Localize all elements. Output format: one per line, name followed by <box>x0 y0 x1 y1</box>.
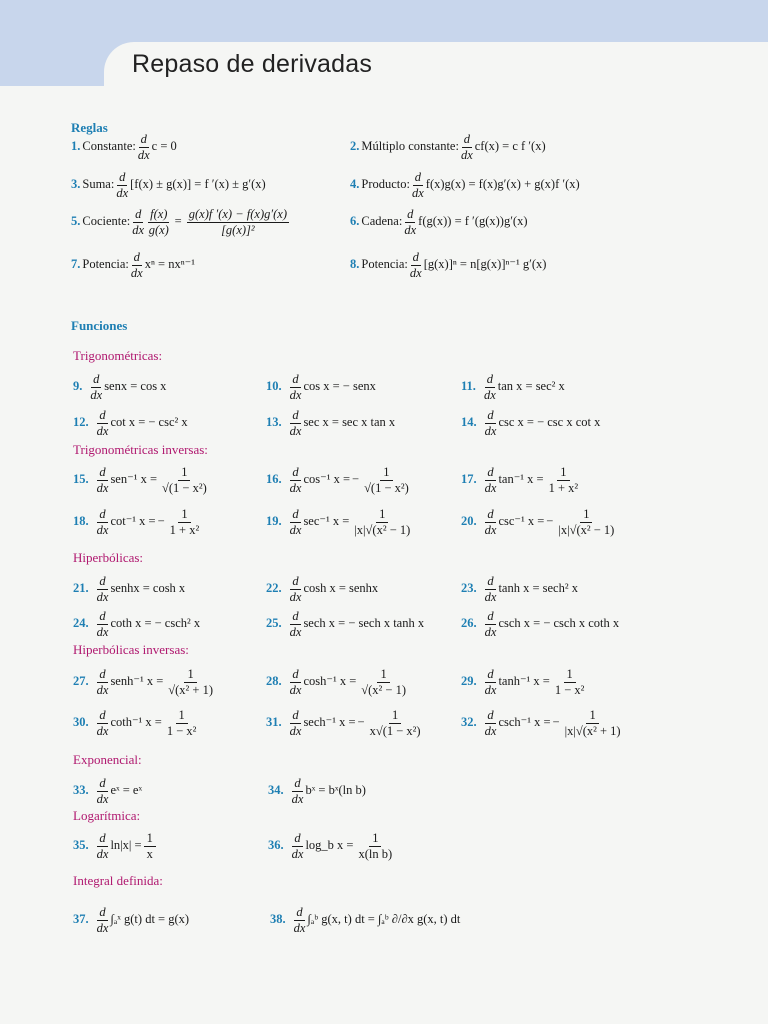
dx-denominator: dx <box>404 222 417 237</box>
d-numerator: d <box>487 708 494 722</box>
derivative-operator <box>290 373 302 401</box>
dx-denominator: dx <box>137 147 150 162</box>
d-numerator: d <box>463 132 470 146</box>
fraction-numerator: 1 <box>586 709 598 724</box>
rule-name: Cadena: <box>361 213 403 228</box>
quotient-fraction <box>148 208 169 236</box>
result-fraction <box>144 832 156 860</box>
d-numerator: d <box>99 574 106 588</box>
d-numerator: d <box>487 507 494 521</box>
formula-expression: cot x = − csc² x <box>110 414 188 429</box>
formula-item <box>73 777 142 805</box>
formula-item <box>270 906 460 934</box>
formula-item <box>461 709 626 737</box>
formula-item <box>73 610 200 638</box>
derivative-operator <box>97 409 109 437</box>
derivative-operator <box>138 133 150 161</box>
minus-sign: − <box>546 513 554 528</box>
formula-lhs: sec⁻¹ x = <box>303 513 350 528</box>
result-fraction <box>367 709 424 737</box>
rule-name: Producto: <box>361 176 410 191</box>
derivative-operator <box>290 575 302 603</box>
minus-sign: − <box>357 714 365 729</box>
fraction-numerator: 1 <box>176 709 188 724</box>
dx-denominator: dx <box>90 387 103 402</box>
formula-number: 34. <box>268 782 284 797</box>
formula-number: 38. <box>270 911 286 926</box>
formula-expression: eˣ = eˣ <box>110 782 143 797</box>
d-numerator: d <box>292 609 299 623</box>
result-fraction <box>552 668 588 696</box>
dx-denominator: dx <box>484 522 497 537</box>
result-fraction <box>358 668 409 696</box>
derivative-operator <box>290 508 302 536</box>
d-numerator: d <box>99 905 106 919</box>
dx-denominator: dx <box>96 423 109 438</box>
dx-denominator: dx <box>293 920 306 935</box>
category-exp: Exponencial: <box>73 752 142 767</box>
derivative-operator <box>294 906 306 934</box>
formula-expression: senx = cos x <box>104 378 167 393</box>
d-numerator: d <box>292 507 299 521</box>
quotient-result <box>187 208 289 236</box>
formula-item <box>73 466 212 494</box>
formula-item <box>461 575 578 603</box>
d-numerator: d <box>119 170 126 184</box>
formula-item <box>461 373 565 401</box>
formula-item <box>266 466 414 494</box>
rule-name: Suma: <box>82 176 115 191</box>
rule-row <box>350 133 546 161</box>
d-numerator: d <box>99 408 106 422</box>
formula-item <box>268 777 366 805</box>
category-hyp: Hiperbólicas: <box>73 550 144 565</box>
d-numerator: d <box>133 250 140 264</box>
result-fraction <box>164 709 200 737</box>
formula-expression: coth x = − csch² x <box>110 615 201 630</box>
derivative-operator <box>290 709 302 737</box>
rule-expression: cf(x) = c f ′(x) <box>474 138 546 153</box>
fraction-denominator: x√(1 − x²) <box>369 723 421 738</box>
dx-denominator: dx <box>289 723 302 738</box>
formula-number: 26. <box>461 615 477 630</box>
d-numerator: d <box>99 667 106 681</box>
dx-denominator: dx <box>130 265 143 280</box>
formula-expression: bˣ = bˣ(ln b) <box>305 782 366 797</box>
dx-denominator: dx <box>96 846 109 861</box>
formula-item <box>266 668 411 696</box>
rule-number: 2. <box>350 138 360 153</box>
fraction-denominator: |x|√(x² + 1) <box>564 723 621 738</box>
fraction-numerator: 1 <box>144 832 156 847</box>
fraction-numerator: 1 <box>564 668 576 683</box>
rule-name: Potencia: <box>361 256 408 271</box>
formula-item <box>268 832 397 860</box>
formula-number: 28. <box>266 673 282 688</box>
fraction-denominator: |x|√(x² − 1) <box>558 522 615 537</box>
dx-denominator: dx <box>291 791 304 806</box>
formula-item <box>266 409 395 437</box>
derivative-operator <box>116 171 128 199</box>
dx-denominator: dx <box>460 147 473 162</box>
formula-number: 10. <box>266 378 282 393</box>
dx-denominator: dx <box>96 723 109 738</box>
rule-name: Constante: <box>82 138 136 153</box>
fraction-numerator: 1 <box>376 508 388 523</box>
result-fraction <box>562 709 624 737</box>
d-numerator: d <box>486 372 493 386</box>
formula-item <box>73 508 204 536</box>
formula-item <box>73 373 166 401</box>
formula-item <box>461 409 600 437</box>
fraction-denominator: √(x² + 1) <box>168 682 213 697</box>
formula-number: 13. <box>266 414 282 429</box>
formula-number: 16. <box>266 471 282 486</box>
fraction-numerator: 1 <box>557 466 569 481</box>
dx-denominator: dx <box>484 589 497 604</box>
derivative-operator <box>132 208 144 236</box>
formula-expression: csch x = − csch x coth x <box>498 615 620 630</box>
d-numerator: d <box>99 609 106 623</box>
d-numerator: d <box>487 465 494 479</box>
derivative-operator <box>461 133 473 161</box>
derivative-operator <box>97 610 109 638</box>
formula-lhs: cot⁻¹ x = <box>110 513 156 528</box>
d-numerator: d <box>135 207 142 221</box>
formula-number: 23. <box>461 580 477 595</box>
formula-item <box>461 668 589 696</box>
rule-expression: xⁿ = nxⁿ⁻¹ <box>144 256 195 271</box>
d-numerator: d <box>292 465 299 479</box>
rule-name: Cociente: <box>82 213 131 228</box>
fraction-denominator: √(1 − x²) <box>364 480 409 495</box>
derivative-operator <box>292 832 304 860</box>
formula-item <box>266 508 415 536</box>
formula-lhs: csc⁻¹ x = <box>498 513 545 528</box>
dx-denominator: dx <box>483 387 496 402</box>
formula-number: 36. <box>268 837 284 852</box>
formula-item <box>266 575 378 603</box>
formula-lhs: log_b x = <box>305 837 354 852</box>
page-title: Repaso de derivadas <box>132 50 373 78</box>
dx-denominator: dx <box>96 589 109 604</box>
rule-number: 4. <box>350 176 360 191</box>
derivative-operator <box>131 251 143 279</box>
derivative-operator <box>485 709 497 737</box>
rule-row <box>71 251 195 279</box>
dx-denominator: dx <box>289 589 302 604</box>
d-numerator: d <box>487 574 494 588</box>
rule-expression: [f(x) ± g(x)] = f ′(x) ± g′(x) <box>130 176 266 191</box>
fraction-numerator: 1 <box>380 466 392 481</box>
rule-name: Potencia: <box>82 256 129 271</box>
dx-denominator: dx <box>291 846 304 861</box>
rule-number: 5. <box>71 213 81 228</box>
derivative-operator <box>290 466 302 494</box>
derivative-operator <box>485 409 497 437</box>
minus-sign: − <box>552 714 560 729</box>
formula-lhs: tanh⁻¹ x = <box>498 673 550 688</box>
dx-denominator: dx <box>289 423 302 438</box>
d-numerator: d <box>99 831 106 845</box>
d-numerator: d <box>93 372 100 386</box>
d-numerator: d <box>487 408 494 422</box>
formula-lhs: cosh⁻¹ x = <box>303 673 357 688</box>
rule-number: 6. <box>350 213 360 228</box>
d-numerator: d <box>292 574 299 588</box>
formula-lhs: coth⁻¹ x = <box>110 714 162 729</box>
d-numerator: d <box>412 250 419 264</box>
result-fraction <box>351 508 413 536</box>
d-numerator: d <box>292 372 299 386</box>
formula-number: 20. <box>461 513 477 528</box>
formula-number: 30. <box>73 714 89 729</box>
derivative-operator <box>484 373 496 401</box>
derivative-operator <box>97 508 109 536</box>
rule-number: 8. <box>350 256 360 271</box>
fraction-numerator: 1 <box>377 668 389 683</box>
d-numerator: d <box>487 609 494 623</box>
formula-expression: sech x = − sech x tanh x <box>303 615 425 630</box>
fraction-denominator: x(ln b) <box>358 846 393 861</box>
derivative-operator <box>290 610 302 638</box>
formula-expression: tan x = sec² x <box>497 378 565 393</box>
dx-denominator: dx <box>132 222 145 237</box>
result-fraction <box>165 668 216 696</box>
formula-lhs: cos⁻¹ x = <box>303 471 350 486</box>
d-numerator: d <box>292 667 299 681</box>
formula-expression: cos x = − senx <box>303 378 376 393</box>
fraction-numerator: 1 <box>369 832 381 847</box>
rule-number: 7. <box>71 256 81 271</box>
rule-expression: c = 0 <box>151 138 177 153</box>
formula-expression: ∫ₐᵇ g(x, t) dt = ∫ₐᵇ ∂/∂x g(x, t) dt <box>307 911 461 926</box>
formula-lhs: sen⁻¹ x = <box>110 471 157 486</box>
formula-lhs: csch⁻¹ x = <box>498 714 551 729</box>
category-log: Logarítmica: <box>73 808 141 823</box>
derivative-operator <box>292 777 304 805</box>
formula-item <box>266 610 424 638</box>
dx-denominator: dx <box>409 265 422 280</box>
derivative-operator <box>97 777 109 805</box>
d-numerator: d <box>487 667 494 681</box>
fraction-numerator: 1 <box>389 709 401 724</box>
formula-item <box>461 610 619 638</box>
formula-expression: senhx = cosh x <box>110 580 186 595</box>
dx-denominator: dx <box>484 480 497 495</box>
formula-lhs: senh⁻¹ x = <box>110 673 164 688</box>
derivative-operator <box>90 373 102 401</box>
formula-number: 37. <box>73 911 89 926</box>
dx-denominator: dx <box>484 723 497 738</box>
section-rules: Reglas <box>71 120 108 135</box>
rule-row <box>350 251 546 279</box>
category-trig: Trigonométricas: <box>73 348 163 363</box>
dx-denominator: dx <box>484 682 497 697</box>
dx-denominator: dx <box>96 920 109 935</box>
formula-number: 14. <box>461 414 477 429</box>
dx-denominator: dx <box>289 522 302 537</box>
derivative-operator <box>410 251 422 279</box>
d-numerator: d <box>99 465 106 479</box>
fraction-denominator: 1 − x² <box>554 682 585 697</box>
derivative-operator <box>485 668 497 696</box>
formula-expression: tanh x = sech² x <box>498 580 578 595</box>
fraction-denominator: 1 + x² <box>548 480 579 495</box>
formula-number: 19. <box>266 513 282 528</box>
formula-number: 33. <box>73 782 89 797</box>
rule-row: 5. Cociente: $\frac{d}{dx}$ $\frac{f(x)}{g(x)}$ = $\frac{g(x)f '(x) - f(x)g'(x)}{\text{[g(x)]²}}$ <box>71 207 287 237</box>
formula-number: 15. <box>73 471 89 486</box>
formula-number: 32. <box>461 714 477 729</box>
derivative-operator <box>404 208 416 236</box>
fraction-denominator: √(x² − 1) <box>361 682 406 697</box>
derivative-operator <box>485 508 497 536</box>
formula-item <box>266 709 426 737</box>
formula-item <box>73 906 189 934</box>
formula-number: 31. <box>266 714 282 729</box>
result-fraction <box>361 466 412 494</box>
formula-lhs: sech⁻¹ x = <box>303 714 356 729</box>
formula-number: 11. <box>461 378 476 393</box>
result-fraction <box>546 466 582 494</box>
derivative-operator <box>97 832 109 860</box>
formula-number: 21. <box>73 580 89 595</box>
formula-item <box>73 409 188 437</box>
fraction-denominator: 1 − x² <box>166 723 197 738</box>
category-inv-hyp: Hiperbólicas inversas: <box>73 642 189 657</box>
formula-expression: ∫ₐˣ g(t) dt = g(x) <box>110 911 190 926</box>
fraction-denominator: g(x) <box>148 222 169 237</box>
formula-number: 29. <box>461 673 477 688</box>
formula-number: 17. <box>461 471 477 486</box>
d-numerator: d <box>292 708 299 722</box>
minus-sign: − <box>157 513 165 528</box>
formula-number: 22. <box>266 580 282 595</box>
formula-lhs: ln|x| = <box>110 837 142 852</box>
fraction-denominator: [g(x)]² <box>221 222 255 237</box>
fraction-numerator: g(x)f ′(x) − f(x)g′(x) <box>188 207 287 221</box>
derivative-operator <box>97 906 109 934</box>
d-numerator: d <box>99 507 106 521</box>
formula-item <box>73 832 158 860</box>
formula-number: 9. <box>73 378 83 393</box>
derivative-operator <box>290 409 302 437</box>
formula-number: 25. <box>266 615 282 630</box>
formula-item <box>266 373 376 401</box>
d-numerator: d <box>294 776 301 790</box>
rule-row <box>71 171 266 199</box>
d-numerator: d <box>296 905 303 919</box>
result-fraction <box>159 466 210 494</box>
result-fraction <box>167 508 203 536</box>
derivative-operator <box>97 668 109 696</box>
formula-item <box>461 466 583 494</box>
d-numerator: d <box>292 408 299 422</box>
rule-row <box>350 171 580 199</box>
formula-number: 24. <box>73 615 89 630</box>
derivative-operator <box>485 575 497 603</box>
rule-row <box>350 208 528 236</box>
section-functions: Funciones <box>71 318 128 333</box>
derivative-operator <box>485 466 497 494</box>
formula-item <box>73 575 185 603</box>
fraction-numerator: 1 <box>178 508 190 523</box>
result-fraction <box>555 508 617 536</box>
fraction-numerator: f(x) <box>150 207 168 221</box>
dx-denominator: dx <box>484 624 497 639</box>
result-fraction <box>355 832 395 860</box>
dx-denominator: dx <box>96 480 109 495</box>
rule-number: 3. <box>71 176 81 191</box>
dx-denominator: dx <box>96 522 109 537</box>
rule-name: Múltiplo constante: <box>361 138 459 153</box>
fraction-denominator: √(1 − x²) <box>162 480 207 495</box>
rule-number: 1. <box>71 138 81 153</box>
dx-denominator: dx <box>116 185 129 200</box>
category-inv-trig: Trigonométricas inversas: <box>73 442 208 457</box>
derivative-operator <box>290 668 302 696</box>
derivative-operator <box>412 171 424 199</box>
category-integral: Integral definida: <box>73 873 163 888</box>
rule-row <box>71 133 177 161</box>
derivative-operator <box>97 466 109 494</box>
dx-denominator: dx <box>289 682 302 697</box>
dx-denominator: dx <box>484 423 497 438</box>
fraction-denominator: |x|√(x² − 1) <box>354 522 411 537</box>
d-numerator: d <box>140 132 147 146</box>
formula-item <box>73 709 201 737</box>
fraction-numerator: 1 <box>178 466 190 481</box>
derivative-operator <box>97 709 109 737</box>
dx-denominator: dx <box>411 185 424 200</box>
dx-denominator: dx <box>289 480 302 495</box>
minus-sign: − <box>352 471 360 486</box>
formula-expression: sec x = sec x tan x <box>303 414 396 429</box>
derivative-operator <box>485 610 497 638</box>
dx-denominator: dx <box>96 624 109 639</box>
dx-denominator: dx <box>96 682 109 697</box>
d-numerator: d <box>414 170 422 184</box>
rule-expression: [g(x)]ⁿ = n[g(x)]ⁿ⁻¹ g′(x) <box>423 256 547 271</box>
formula-expression: csc x = − csc x cot x <box>498 414 601 429</box>
formula-number: 12. <box>73 414 89 429</box>
d-numerator: d <box>294 831 301 845</box>
d-numerator: d <box>99 776 106 790</box>
formula-number: 27. <box>73 673 89 688</box>
formula-item <box>73 668 218 696</box>
dx-denominator: dx <box>289 387 302 402</box>
d-numerator: d <box>407 207 414 221</box>
formula-lhs: tan⁻¹ x = <box>498 471 544 486</box>
formula-number: 18. <box>73 513 89 528</box>
formula-expression: cosh x = senhx <box>303 580 379 595</box>
formula-number: 35. <box>73 837 89 852</box>
derivative-operator <box>97 575 109 603</box>
fraction-denominator: 1 + x² <box>169 522 200 537</box>
fraction-denominator: x <box>146 846 153 861</box>
rule-expression: f(x)g(x) = f(x)g′(x) + g(x)f ′(x) <box>425 176 580 191</box>
rule-expression: f(g(x)) = f ′(g(x))g′(x) <box>418 213 528 228</box>
fraction-numerator: 1 <box>580 508 592 523</box>
formula-item <box>461 508 619 536</box>
fraction-numerator: 1 <box>184 668 196 683</box>
d-numerator: d <box>99 708 106 722</box>
dx-denominator: dx <box>96 791 109 806</box>
dx-denominator: dx <box>289 624 302 639</box>
